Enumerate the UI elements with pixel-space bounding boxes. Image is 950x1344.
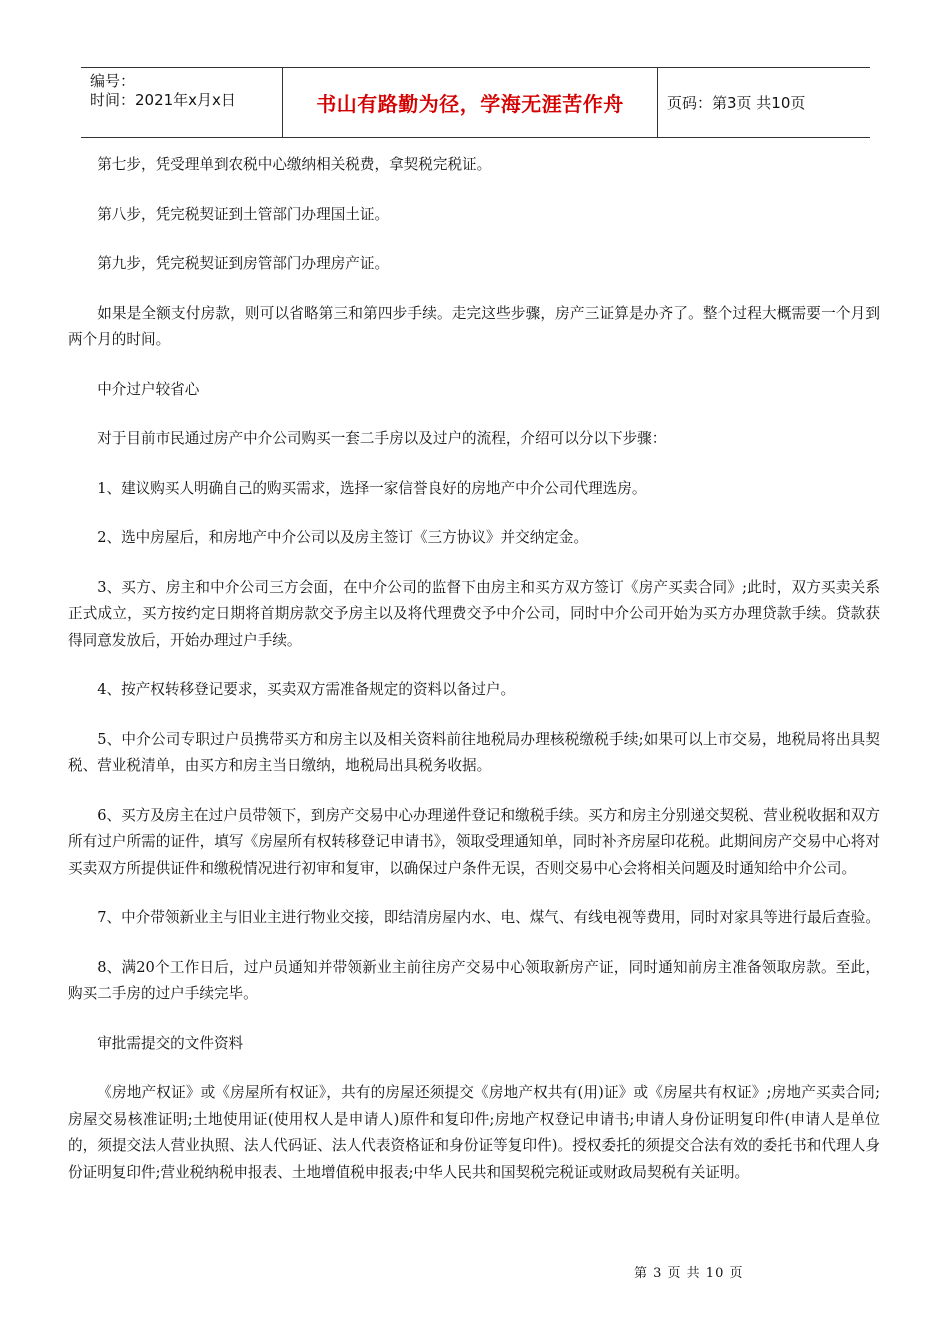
- paragraph: 第七步，凭受理单到农税中心缴纳相关税费，拿契税完税证。: [97, 156, 492, 173]
- list-item: 1、建议购买人明确自己的购买需求，选择一家信誉良好的房地产中介公司代理选房。: [97, 479, 647, 497]
- paragraph: 第九步，凭完税契证到房管部门办理房产证。: [97, 255, 390, 272]
- header-meta: [81, 68, 283, 137]
- document-date-label: 时间：2021年x月x日: [90, 91, 236, 109]
- paragraph: 对于目前市民通过房产中介公司购买一套二手房以及过户的流程，介绍可以分以下步骤：: [97, 430, 667, 447]
- list-item: 4、按产权转移登记要求，买卖双方需准备规定的资料以备过户。: [97, 681, 516, 698]
- list-item: 8、满20个工作日后，过户员通知并带领新业主前往房产交易中心领取新房产证，同时通知前房主准备领取房款。至此，购买二手房的过户手续完毕。: [68, 958, 880, 1002]
- header-motto: 书山有路勤为径，学海无涯苦作舟: [283, 68, 658, 137]
- list-item: 6、买方及房主在过户员带领下，到房产交易中心办理递件登记和缴税手续。买方和房主分别递交契税、营业税收据和双方所有过户所需的证件，填写《房屋所有权转移登记申请书》，领取受理通知单，同时补齐房屋印花税。此期间房产交易中心将对买卖双方所提供证件和缴税情况进行初审和复审，以确保过户条件无误，否则交易中心会将相关问题及时通知给中介公司。: [68, 806, 880, 877]
- list-item: 2、选中房屋后，和房地产中介公司以及房主签订《三方协议》并交纳定金。: [97, 529, 589, 546]
- page-footer: 第 3 页 共 10 页: [634, 1266, 744, 1281]
- section-heading: 中介过户较省心: [97, 380, 200, 398]
- list-item: 3、买方、房主和中介公司三方会面，在中介公司的监督下由房主和买方双方签订《房产买卖合同》;此时，双方买卖关系正式成立，买方按约定日期将首期房款交予房主以及将代理费交予中介公司，同时中介公司开始为买方办理贷款手续。贷款获得同意发放后，开始办理过户手续。: [68, 578, 880, 649]
- page-header: [81, 67, 870, 138]
- paragraph: 《房地产权证》或《房屋所有权证》，共有的房屋还须提交《房地产权共有(用)证》或《房屋共有权证》;房地产买卖合同;房屋交易核准证明;土地使用证(使用权人是申请人)原件和复印件;房地产权登记申请书;申请人身份证明复印件(申请人是单位的，须提交法人营业执照、法人代码证、法人代表资格证和身份证等复印件)。授权委托的须提交合法有效的委托书和代理人身份证明复印件;营业税纳税申报表、土地增值税申报表;中华人民共和国契税完税证或财政局契税有关证明。: [68, 1084, 880, 1181]
- header-page-info: 页码：第3页 共10页: [667, 94, 806, 112]
- list-item: 7、中介带领新业主与旧业主进行物业交接，即结清房屋内水、电、煤气、有线电视等费用，同时对家具等进行最后查验。: [97, 909, 880, 926]
- paragraph: 第八步，凭完税契证到土管部门办理国土证。: [97, 205, 390, 223]
- document-number-label: 编号：: [90, 72, 136, 90]
- list-item: 5、中介公司专职过户员携带买方和房主以及相关资料前往地税局办理核税缴税手续;如果可以上市交易，地税局将出具契税、营业税清单，由买方和房主当日缴纳，地税局出具税务收据。: [68, 730, 880, 774]
- paragraph: 如果是全额支付房款，则可以省略第三和第四步手续。走完这些步骤，房产三证算是办齐了。整个过程大概需要一个月到两个月的时间。: [68, 304, 880, 348]
- document-body: [68, 152, 880, 1209]
- section-heading: 审批需提交的文件资料: [97, 1034, 244, 1052]
